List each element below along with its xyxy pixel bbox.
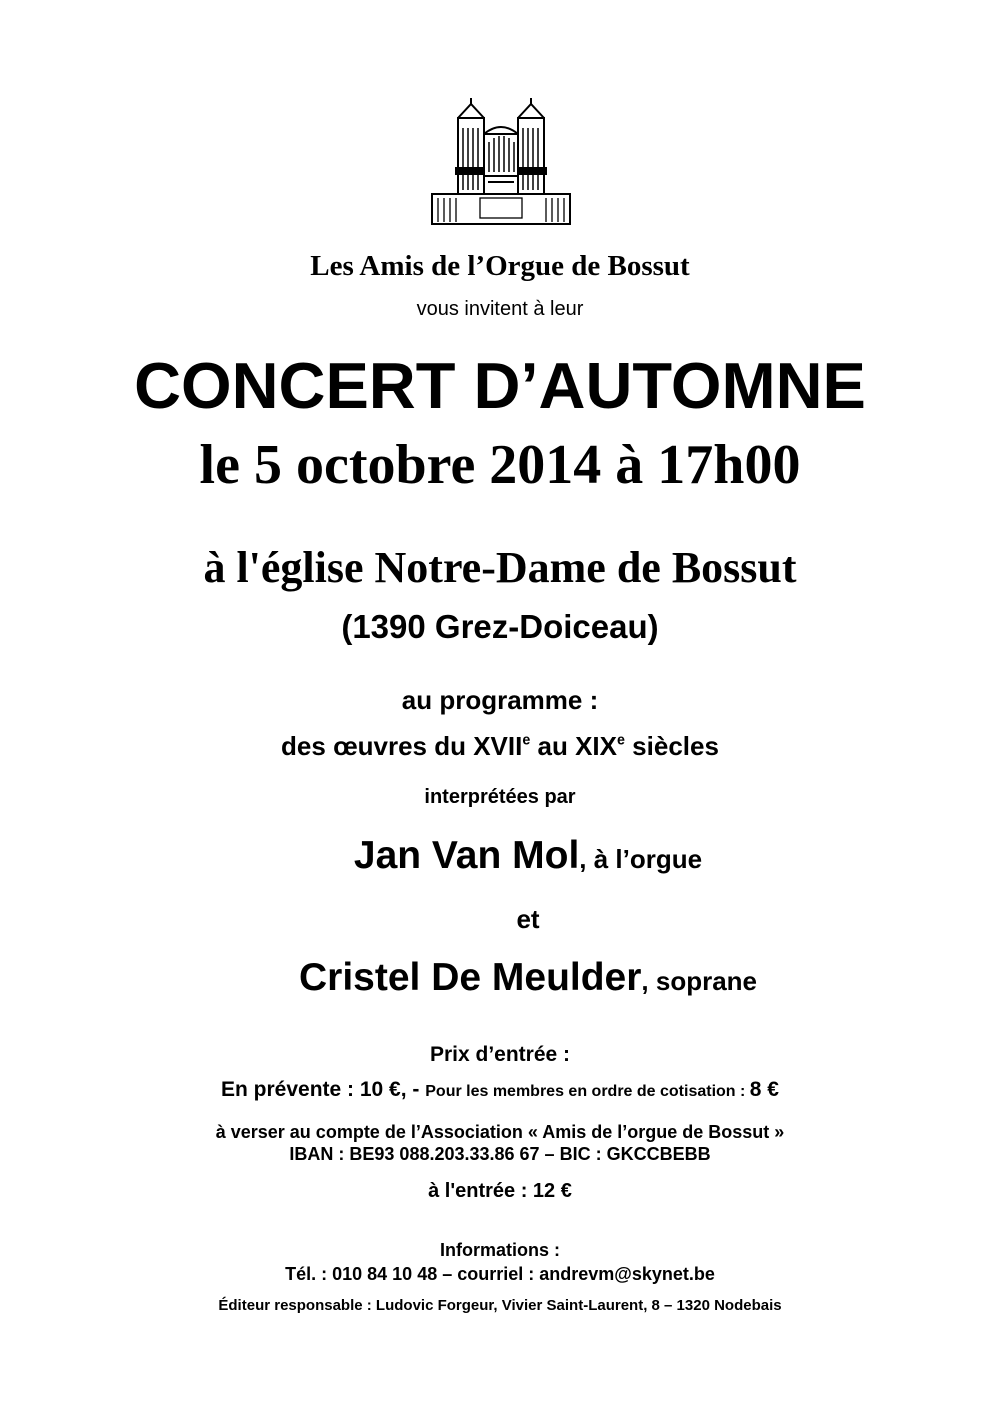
publisher-text: Éditeur responsable : Ludovic Forgeur, Vivier Saint-Laurent, 8 – 1320 Nodebais (218, 1297, 782, 1314)
event-title: CONCERT D’AUTOMNE (134, 349, 866, 422)
association-name: Les Amis de l’Orgue de Bossut (310, 250, 690, 282)
members-label: Pour les membres en ordre de cotisation : (425, 1083, 750, 1100)
members-price: 8 € (749, 1078, 779, 1101)
event-date: le 5 octobre 2014 à 17h00 (199, 434, 801, 496)
info-heading: Informations : (440, 1240, 560, 1260)
soprano-role: , soprane (641, 966, 758, 996)
event-postal: (1390 Grez-Doiceau) (341, 608, 659, 645)
organist-role: , à l’orgue (579, 844, 703, 874)
program-works: des œuvres du XVIIe au XIXe siècles (281, 731, 719, 761)
invitation-text: vous invitent à leur (416, 298, 584, 320)
contact-text: Tél. : 010 84 10 48 – courriel : andrevm@skynet.be (285, 1264, 715, 1284)
performed-by: interprétées par (424, 786, 576, 808)
program-heading: au programme : (401, 685, 599, 715)
event-venue: à l'église Notre-Dame de Bossut (203, 543, 797, 592)
presale-line (0, 1078, 1000, 1102)
door-price: à l'entrée : 12 € (428, 1180, 572, 1202)
organist-line (28, 834, 1000, 878)
conjunction: et (516, 904, 540, 934)
transfer-text: à verser au compte de l’Association « Amis de l’orgue de Bossut » (215, 1122, 785, 1142)
soprano-name: Cristel De Meulder (298, 956, 642, 999)
soprano-line (28, 956, 1000, 1000)
iban-text: IBAN : BE93 088.203.33.86 67 – BIC : GKCCBEBB (289, 1144, 711, 1164)
price-heading: Prix d’entrée : (429, 1043, 571, 1066)
church-organ-icon (428, 98, 574, 236)
organist-name: Jan Van Mol (353, 834, 580, 877)
presale-price: En prévente : 10 €, - (221, 1078, 426, 1101)
